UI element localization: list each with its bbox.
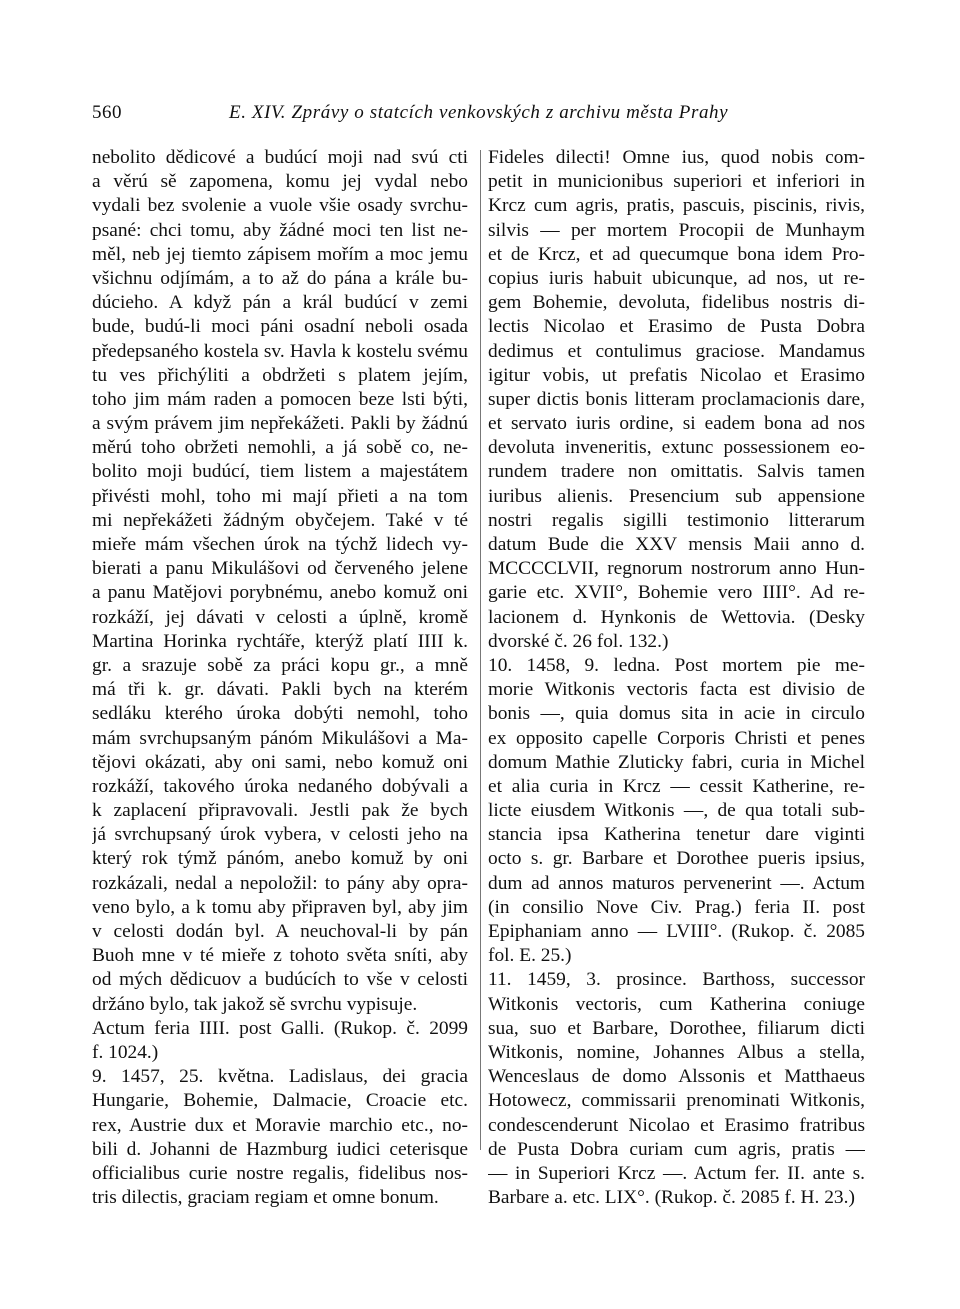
text-line: všichnu odjímám, a to až do pána a krále bu- bbox=[92, 267, 468, 289]
text-line: ex opposito capelle Corporis Christi et penes bbox=[488, 727, 865, 749]
left-column bbox=[92, 146, 468, 1210]
text-line: přivésti mohl, toho mi mají přieti a na tom bbox=[92, 485, 468, 507]
text-line: gr. a srazuje sobě za práci kopu gr., a mně bbox=[92, 654, 468, 676]
text-line: sedláku kterého úroka dobýti nemohl, toho bbox=[92, 703, 468, 725]
text-line: tu ves přichýliti a obdržeti s platem jejím, bbox=[92, 364, 468, 386]
text-line: bierati a panu Mikulášovi od červeného jelene bbox=[92, 558, 468, 580]
text-line: nostri regalis sigilli testimonio litterarum bbox=[488, 509, 865, 531]
text-line: 10. 1458, 9. ledna. Post mortem pie me- bbox=[488, 654, 865, 676]
text-line: a věrú sě zapomena, komu jej vydal nebo bbox=[92, 171, 468, 193]
text-line: má tři k. gr. dávati. Pakli bych na kterém bbox=[92, 679, 468, 701]
text-line: a panu Matějovi porybnému, anebo komuž oni bbox=[92, 582, 468, 604]
text-line: et servato iuris ordine, si eadem bona ad nos bbox=[488, 413, 865, 435]
text-line: Barbare a. etc. LIX°. (Rukop. č. 2085 f. H. 23.) bbox=[488, 1187, 855, 1209]
text-line: octo s. gr. Barbare et Dorothee pueris ipsius, bbox=[488, 848, 865, 870]
text-line: rozkáží, jej dávati v celosti a úplně, kromě bbox=[92, 606, 468, 628]
text-line: sua, suo et Barbare, Dorothee, filiarum dicti bbox=[488, 1017, 865, 1039]
text-line: já svrchupsaný úrok vybera, v celosti jeho na bbox=[92, 824, 468, 846]
text-line: veno bylo, a k tomu aby připraven byl, aby jim bbox=[92, 896, 468, 918]
text-line: et de Krcz, et ad quecumque bona idem Pro- bbox=[488, 243, 865, 265]
text-line: Krcz cum agris, pratis, pascuis, piscinis, rivis, bbox=[488, 195, 865, 217]
text-line: garie etc. XVII°, Bohemie vero IIII°. Ad re- bbox=[488, 582, 865, 604]
text-line: od mých dědicuov a budúcích to vše v celosti bbox=[92, 969, 468, 991]
text-line: — in Superiori Krcz —. Actum fer. II. ante s. bbox=[488, 1162, 865, 1184]
text-line: licte eiusdem Witkonis —, de qua totali sub- bbox=[488, 800, 865, 822]
text-line: lectis Nicolao et Erasimo de Pusta Dobra bbox=[488, 316, 865, 338]
text-line: condescenderunt Nicolao et Erasimo fratribus bbox=[488, 1114, 865, 1136]
text-line: rex, Austrie dux et Moravie marchio etc., no- bbox=[92, 1114, 468, 1136]
text-line: rundem tradere non omittatis. Salvis tamen bbox=[488, 461, 865, 483]
text-line: officialibus curie nostre regalis, fidelibus nos- bbox=[92, 1162, 468, 1184]
text-line: tris dilectis, graciam regiam et omne bonum. bbox=[92, 1187, 439, 1209]
text-line: domum Mathie Zluticky fabri, curia in Michel bbox=[488, 751, 865, 773]
text-line: Fideles dilecti! Omne ius, quod nobis com- bbox=[488, 147, 865, 168]
text-line: Epiphaniam anno — LVIII°. (Rukop. č. 2085 bbox=[488, 921, 865, 942]
text-line: Buoh mne v té mieře z tohoto světa sníti, aby bbox=[92, 945, 468, 967]
text-line: psané: chci tomu, aby žádné moci ten list ne- bbox=[92, 219, 468, 241]
text-line: k zaplacení připravovali. Jestli pak že bych bbox=[92, 800, 468, 822]
page-number: 560 bbox=[92, 102, 122, 123]
text-line: dvorské č. 26 fol. 132.) bbox=[488, 630, 669, 652]
text-line: Witkonis, nomine, Johannes Albus a stella, bbox=[488, 1041, 865, 1063]
text-line: držáno bylo, tak jakož sě svrchu vypisuje. bbox=[92, 993, 418, 1015]
text-line: bude, budú-li moci páni osadní neboli osada bbox=[92, 316, 468, 338]
text-line: 11. 1459, 3. prosince. Barthoss, successor bbox=[488, 969, 865, 991]
text-line: dum ad annos maturos pervenerint —. Actum bbox=[488, 872, 865, 894]
text-line: bili d. Johanni de Hazmburg iudici ceterisque bbox=[92, 1138, 468, 1160]
text-line: měl, neb jej tiemto zápisem mořím a moc jemu bbox=[92, 243, 468, 265]
text-line: de Pusta Dobra curiam cum agris, pratis — bbox=[488, 1138, 865, 1160]
text-line: Witkonis vectoris, cum Katherina coniuge bbox=[488, 993, 865, 1015]
text-line: (in consilio Nove Civ. Prag.) feria II. post bbox=[488, 896, 865, 918]
column-divider bbox=[480, 150, 481, 1150]
text-line: vydali bez svolenie a vuole všie osady svrchu- bbox=[92, 195, 468, 217]
text-line: stancia ipsa Katherina tenetur dare viginti bbox=[488, 824, 865, 846]
text-line: mi nepřekážeti žádným obyčejem. Také v té bbox=[92, 509, 468, 531]
text-line: fol. E. 25.) bbox=[488, 945, 572, 967]
text-line: nebolito dědicové a budúcí moji nad svú cti bbox=[92, 147, 468, 168]
text-line: 9. 1457, 25. května. Ladislaus, dei gracia bbox=[92, 1066, 468, 1088]
text-line: rozkáží, takového úroka nedaného dobývali a bbox=[92, 775, 468, 797]
running-head: E. XIV. Zprávy o statcích venkovských z archivu města Prahy bbox=[229, 102, 729, 123]
text-line: morie Witkonis vectoris facta est divisio de bbox=[488, 679, 865, 701]
text-line: f. 1024.) bbox=[92, 1041, 159, 1063]
text-line: devoluta inveneritis, extunc possessionem eo- bbox=[488, 437, 865, 459]
text-line: Hotowecz, commissarii prenominati Witkonis, bbox=[488, 1090, 865, 1112]
text-line: dedimus et contulimus graciose. Mandamus bbox=[488, 340, 865, 362]
text-line: petit in municionibus superiori et inferiori in bbox=[488, 171, 865, 193]
text-line: rozkázali, nedal a nepoložil: to pány aby opra- bbox=[92, 872, 468, 894]
text-line: MCCCCLVII, regnorum nostrorum anno Hun- bbox=[488, 558, 865, 580]
text-line: který rok týmž pánóm, anebo komuž by oni bbox=[92, 848, 468, 870]
text-line: Martina Horinka rychtáře, kterýž platí IIII k. bbox=[92, 630, 468, 652]
text-line: super dictis bonis litteram proclamacionis dare, bbox=[488, 388, 865, 410]
right-column bbox=[488, 146, 865, 1210]
text-line: silvis — per mortem Procopii de Munhaym bbox=[488, 219, 865, 241]
text-line: iuribus alienis. Presencium sub appensione bbox=[488, 485, 865, 507]
text-line: copius iuris habuit ubicunque, ad nos, ut re- bbox=[488, 267, 865, 289]
text-line: toho jim mám raden a pomocen beze lsti býti, bbox=[92, 388, 468, 410]
text-line: tějovi okázati, aby oni sami, nebo komuž oni bbox=[92, 751, 468, 773]
text-line: bolito moji budúcí, tiem listem a majestátem bbox=[92, 461, 468, 483]
text-line: bonis —, quia domus sita in acie in circulo bbox=[488, 703, 865, 725]
text-line: lacionem d. Hynkonis de Wettovia. (Desky bbox=[488, 606, 865, 628]
text-line: et alia curia in Krcz — cessit Katherine, re- bbox=[488, 775, 865, 797]
text-line: Hungarie, Bohemie, Dalmacie, Croacie etc. bbox=[92, 1090, 468, 1112]
text-line: mieře mám všechen úrok na týchž lidech vy- bbox=[92, 534, 468, 555]
text-line: Actum feria IIII. post Galli. (Rukop. č. 2099 bbox=[92, 1017, 468, 1039]
text-line: měrú toho obržeti nemohli, a já sobě co, ne- bbox=[92, 437, 468, 459]
text-line: dúcieho. A když pán a král budúcí v zemi bbox=[92, 292, 468, 314]
text-line: a svým právem jim nepřekážeti. Pakli by žádnú bbox=[92, 413, 468, 435]
text-line: mám svrchupsaným pánóm Mikulášovi a Ma- bbox=[92, 727, 468, 749]
text-line: igitur vobis, ut prefatis Nicolao et Erasimo bbox=[488, 364, 865, 386]
text-line: Wenceslaus de domo Alssonis et Matthaeus bbox=[488, 1066, 865, 1088]
text-line: předepsaného kostela sv. Havla k kostelu svému bbox=[92, 340, 468, 362]
text-line: gem Bohemie, devoluta, fidelibus nostris di- bbox=[488, 292, 865, 314]
text-line: v celosti dodán byl. A neuchoval-li by pán bbox=[92, 921, 468, 942]
text-line: datum Bude die XXV mensis Maii anno d. bbox=[488, 534, 865, 555]
